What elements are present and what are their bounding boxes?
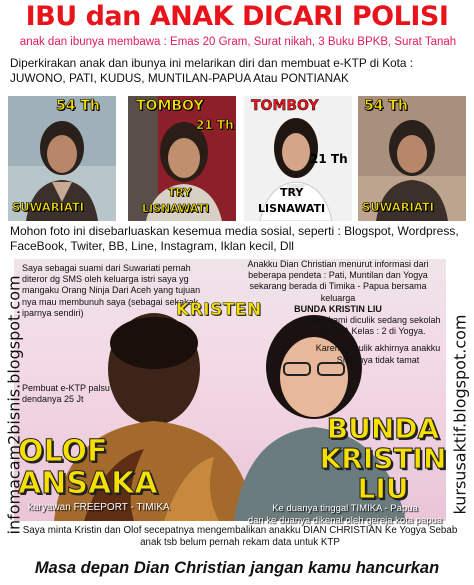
photo-suwariati-2 xyxy=(358,96,466,221)
photo-2-name-2: LISNAWATI xyxy=(142,202,210,215)
photo-3-age: 21 Th xyxy=(310,152,348,166)
info-line-1: Anakku Dian Christian menurut informasi dari beberapa pendeta : Pati, Muntilan dan Yogya sekarang berada di Timika - Papua bersama keluarga xyxy=(247,259,429,303)
photo-2-age: 21 Th xyxy=(196,118,234,132)
husband-statement: Saya sebagai suami dari Suwariati pernah diteror dg SMS oleh keluarga istri saya yg mangaku Orang Ninja Dari Aceh yang tujuan nya mau membunuh saya (sebagai sekakak iparnya sendiri) xyxy=(22,263,201,318)
photo-try-lisnawati-1 xyxy=(128,96,236,221)
appeal-text: Mohon foto ini disebarluaskan kesemua media sosial, seperti : Blogspot, Wordpress, FaceBook, Twiter, BB, Line, Instagram, Iklan kecil, Dll xyxy=(10,224,459,253)
location-statement xyxy=(240,503,450,527)
poster-subtitle: anak dan ibunya membawa : Emas 20 Gram, Surat nikah, 3 Buku BPKB, Surat Tanah xyxy=(19,36,457,48)
photo-1-name: SUWARIATI xyxy=(12,200,84,214)
name-left-line-1: OLOF xyxy=(18,434,108,469)
name-right-line-3: LIU xyxy=(357,472,409,505)
location-line-1: Ke duanya tinggal TIMIKA - Papua xyxy=(272,503,418,514)
photo-try-lisnawati-2 xyxy=(244,96,352,221)
photo-3-name-2: LISNAWATI xyxy=(258,202,326,215)
name-right-line-1: BUNDA xyxy=(326,412,440,445)
info-bold-name: BUNDA KRISTIN LIU xyxy=(294,303,382,314)
photo-1-age: 54 Th xyxy=(56,98,100,114)
kristen-label: KRISTEN xyxy=(176,300,262,320)
location-line-2: dan ke duanya dikenal oleh gereja kota papua xyxy=(247,515,443,526)
photo-2-tag: TOMBOY xyxy=(136,98,204,114)
photo-4-name: SUWARIATI xyxy=(362,200,434,214)
name-olof-ansaka xyxy=(18,436,158,500)
photo-3-tag: TOMBOY xyxy=(251,98,319,114)
left-blog-url: infomacam2bisnis.blogspot.com xyxy=(4,275,24,535)
photo-3-name-1: TRY xyxy=(280,186,304,199)
name-bunda-kristin-liu xyxy=(314,414,452,504)
request-statement: Saya minta Kristin dan Olof secepatnya mengembalikan anakku DIAN CHRISTIAN Ke Yogya Sebab anak tsb belum pernah rekam data untuk KTP xyxy=(22,525,458,548)
photo-2-name-1: TRY xyxy=(168,186,192,199)
info-line-2: Anak kami diculik sedang sekolah di SMA Kelas : 2 di Yogya. xyxy=(305,315,441,337)
photo-suwariati-1 xyxy=(8,96,116,221)
name-left-line-2: ANSAKA xyxy=(18,466,158,501)
info-statement xyxy=(232,259,444,366)
poster-title: IBU dan ANAK DICARI POLISI xyxy=(25,1,449,32)
right-blog-url: kursusaktif.blogspot.com xyxy=(450,314,470,515)
info-line-3: Karena diculik akhirnya anakku SMA nya tidak tamat xyxy=(315,343,441,365)
ektp-fine-note: Pembuat e-KTP palsu dendanya 25 Jt xyxy=(22,383,110,405)
closing-motto: Masa depan Dian Christian jangan kamu hancurkan xyxy=(34,559,440,577)
job-label: karyawan FREEPORT - TIMIKA xyxy=(28,502,170,513)
photo-4-age: 54 Th xyxy=(364,98,408,114)
name-right-line-2: KRISTIN xyxy=(319,442,447,475)
intro-text: Diperkirakan anak dan ibunya ini melarikan diri dan membuat e-KTP di Kota : JUWONO, PATI, KUDUS, MUNTILAN-PAPUA Atau PONTIANAK xyxy=(10,56,414,85)
